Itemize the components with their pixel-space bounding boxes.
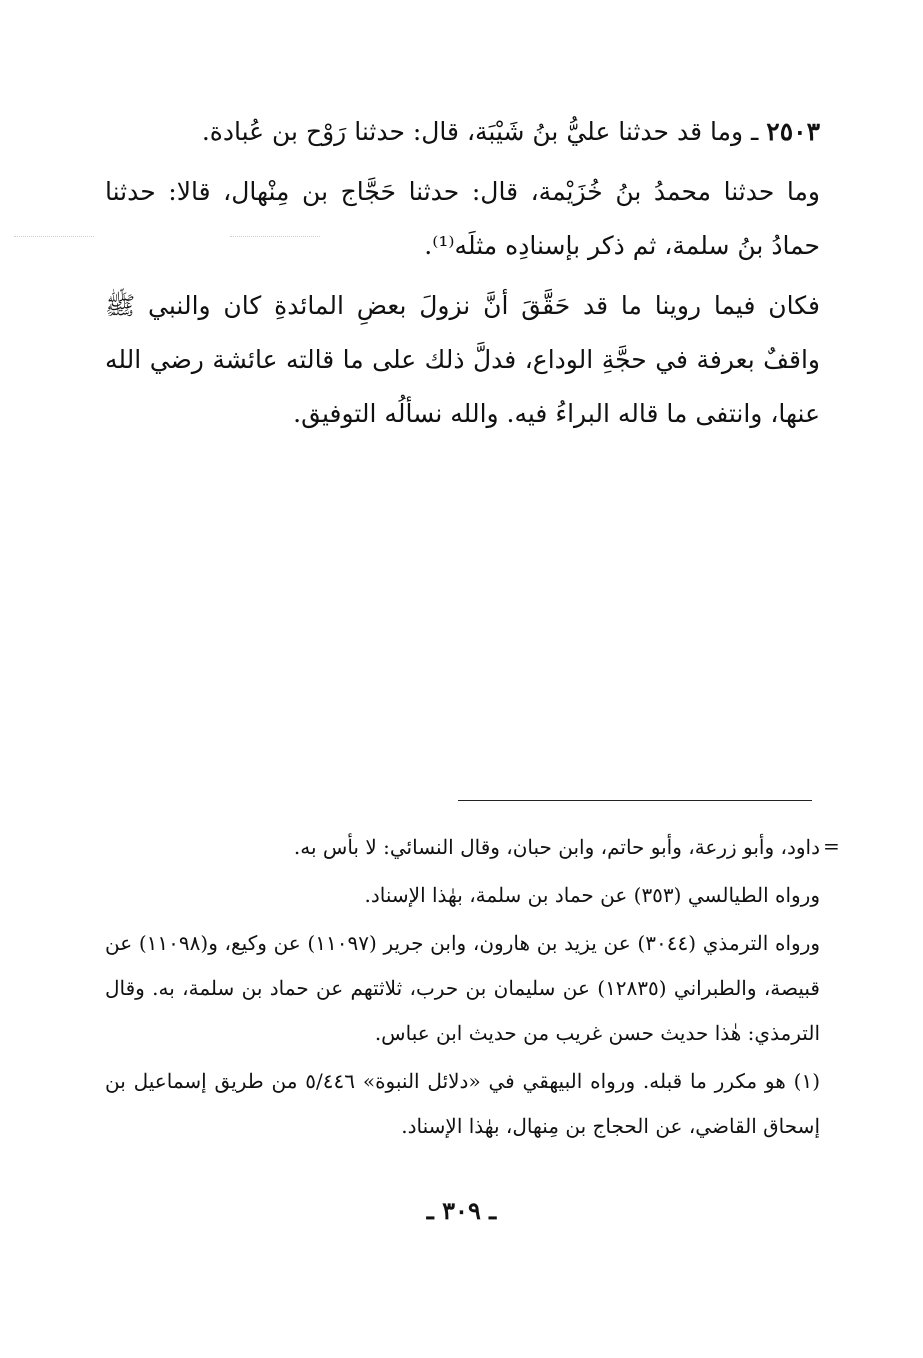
footnote-paragraph: داود، وأبو زرعة، وأبو حاتم، وابن حبان، وقال النسائي: لا بأس به. <box>293 835 820 859</box>
scan-artifact-left <box>14 236 94 237</box>
paragraph-text: فكان فيما روينا ما قد حَقَّقَ أنَّ نزولَ بعضِ المائدةِ كان والنبي ﷺ واقفٌ بعرفة في حجَّةِ الوداع، فدلَّ ذلك على ما قالته عائشة رضي الله عنها، وانتفى ما قاله البراءُ فيه. والله نسألُه التوفيق. <box>105 291 820 428</box>
paragraph-text: ـ وما قد حدثنا عليُّ بنُ شَيْبَة، قال: حدثنا رَوْح بن عُبادة. <box>201 117 759 146</box>
footnote-paragraph: (١) هو مكرر ما قبله. ورواه البيهقي في «دلائل النبوة» ٥/٤٤٦ من طريق إسماعيل بن إسحاق القاضي، عن الحجاج بن مِنهال، بهٰذا الإسناد. <box>105 1069 820 1138</box>
page-number: ـ ٣٠٩ ـ <box>426 1196 497 1225</box>
footnote-paragraph: ورواه الترمذي (٣٠٤٤) عن يزيد بن هارون، وابن جرير (١١٠٩٧) عن وكيع، و(١١٠٩٨) عن قبيصة، والطبراني (١٢٨٣٥) عن سليمان بن حرب، ثلاثتهم عن حماد بن سلمة، به. وقال الترمذي: هٰذا حديث حسن غريب من حديث ابن عباس. <box>105 931 821 1045</box>
footnote-continuation-mark: = <box>823 834 840 858</box>
footnote-paragraph: ورواه الطيالسي (٣٥٣) عن حماد بن سلمة، بهٰذا الإسناد. <box>364 883 820 907</box>
chain-paragraph <box>105 165 820 273</box>
hadith-number: ٢٥٠٣ <box>766 117 820 146</box>
hadith-paragraph <box>105 105 820 159</box>
paragraph-text: وما حدثنا محمدُ بنُ خُزَيْمة، قال: حدثنا حَجَّاج بن مِنْهال، قالا: حدثنا حمادُ بنُ سلمة، ثم ذكر بإسنادِه مثلَه⁽¹⁾. <box>105 177 820 260</box>
commentary-paragraph <box>105 279 820 441</box>
footnotes <box>105 825 820 1152</box>
footnote-separator <box>458 800 812 801</box>
main-text <box>105 105 820 447</box>
